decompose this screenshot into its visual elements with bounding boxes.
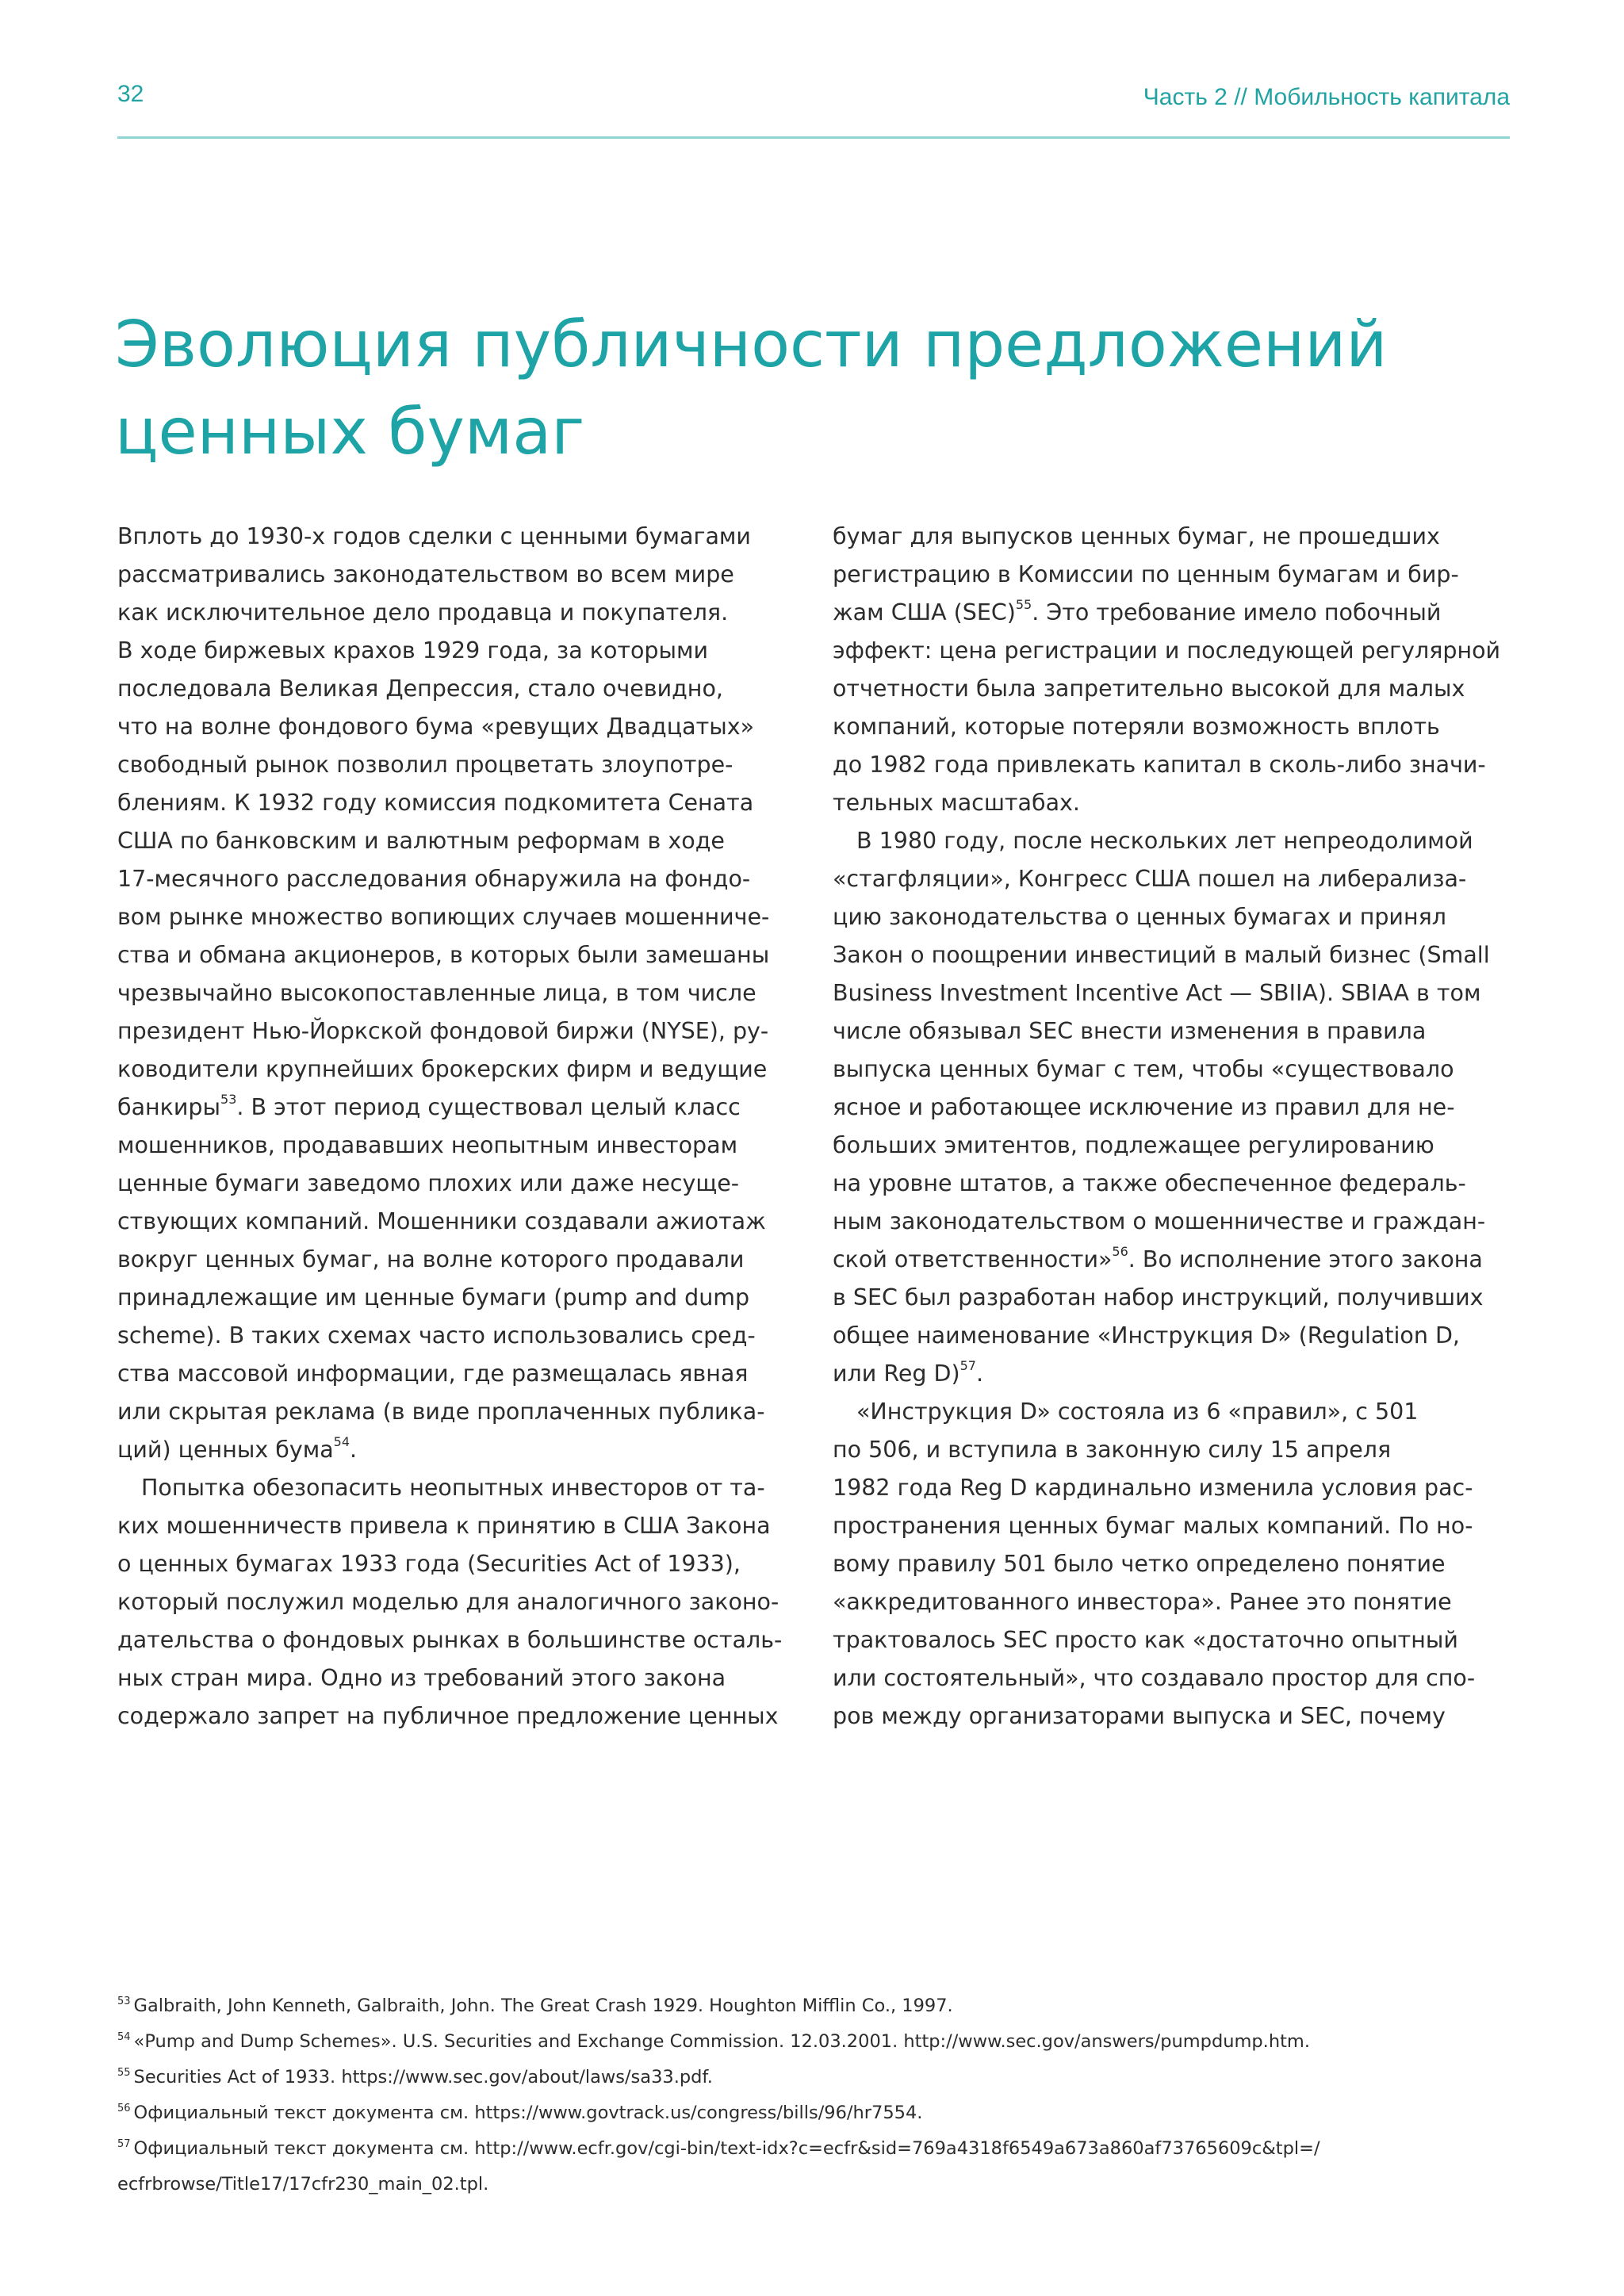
text-line: президент Нью-Йоркской фондовой биржи (NYSE), ру- bbox=[117, 1018, 769, 1044]
footnote-55 bbox=[117, 2060, 1510, 2095]
paragraph bbox=[117, 518, 795, 1469]
text-line: 1982 года Reg D кардинально изменила условия рас- bbox=[833, 1475, 1473, 1501]
text-line: компаний, которые потеряли возможность вплоть bbox=[833, 714, 1440, 740]
text-line: дательства о фондовых рынках в большинстве осталь- bbox=[117, 1627, 783, 1653]
footnote-text: Официальный текст документа см. https://www.govtrack.us/congress/bills/96/hr7554. bbox=[133, 2103, 923, 2123]
paragraph bbox=[117, 1469, 795, 1735]
text-line: числе обязывал SEC внести изменения в правила bbox=[833, 1018, 1427, 1044]
text-line: ких мошенничеств привела к принятию в США Закона bbox=[117, 1513, 771, 1539]
text-fragment: . Во исполнение этого закона bbox=[1128, 1246, 1483, 1272]
footnote-ref-56[interactable]: 56 bbox=[1112, 1244, 1128, 1259]
title-line-1: Эволюция публичности предложений bbox=[115, 308, 1388, 381]
text-line: или состоятельный», что создавало простор для спо- bbox=[833, 1665, 1476, 1691]
footnote-number: 57 bbox=[117, 2138, 131, 2150]
footnotes bbox=[117, 1988, 1510, 2202]
text-line bbox=[833, 1241, 1511, 1279]
text-line: бумаг для выпусков ценных бумаг, не прошедших bbox=[833, 523, 1440, 549]
text-line: В ходе биржевых крахов 1929 года, за которыми bbox=[117, 637, 709, 664]
text-line: до 1982 года привлекать капитал в сколь-либо значи- bbox=[833, 752, 1486, 778]
text-fragment: ской ответственности» bbox=[833, 1246, 1113, 1272]
text-line: чрезвычайно высокопоставленные лица, в том числе bbox=[117, 980, 756, 1006]
text-line: который послужил моделью для аналогичного законо- bbox=[117, 1589, 779, 1615]
footnote-text: Официальный текст документа см. http://www.ecfr.gov/cgi-bin/text-idx?c=ecfr&sid=769a4318f6549a673a860af73765609c&tpl=/ bbox=[133, 2138, 1320, 2159]
text-line: Попытка обезопасить неопытных инвесторов от та- bbox=[141, 1475, 765, 1501]
text-line bbox=[833, 594, 1511, 632]
text-fragment: . Это требование имело побочный bbox=[1032, 599, 1442, 626]
text-line: Закон о поощрении инвестиций в малый бизнес (Small bbox=[833, 942, 1490, 968]
text-fragment: . bbox=[975, 1360, 984, 1387]
text-line: выпуска ценных бумаг с тем, чтобы «существовало bbox=[833, 1056, 1454, 1082]
footnote-53 bbox=[117, 1988, 1510, 2024]
footnote-57-continued: ecfrbrowse/Title17/17cfr230_main_02.tpl. bbox=[117, 2174, 489, 2195]
footnote-ref-57[interactable]: 57 bbox=[959, 1358, 976, 1373]
text-line: трактовалось SEC просто как «достаточно опытный bbox=[833, 1627, 1458, 1653]
text-line: ства массовой информации, где размещалась явная bbox=[117, 1360, 749, 1387]
text-line: «стагфляции», Конгресс США пошел на либерализа- bbox=[833, 866, 1467, 892]
text-line: вом рынке множество вопиющих случаев мошенниче- bbox=[117, 904, 770, 930]
footnote-ref-53[interactable]: 53 bbox=[220, 1092, 237, 1107]
text-line: ясное и работающее исключение из правил для не- bbox=[833, 1094, 1455, 1120]
footnote-56 bbox=[117, 2095, 1510, 2131]
text-line: ководители крупнейших брокерских фирм и ведущие bbox=[117, 1056, 768, 1082]
text-line: В 1980 году, после нескольких лет непреодолимой bbox=[856, 828, 1473, 854]
text-line: что на волне фондового бума «ревущих Двадцатых» bbox=[117, 714, 755, 740]
footnote-text: «Pump and Dump Schemes». U.S. Securities and Exchange Commission. 12.03.2001. http://www.sec.gov/answers/pumpdump.htm. bbox=[133, 2031, 1310, 2052]
text-line: регистрацию в Комиссии по ценным бумагам и бир- bbox=[833, 561, 1459, 587]
text-fragment: ций) ценных бума bbox=[117, 1437, 334, 1463]
text-line: США по банковским и валютным реформам в ходе bbox=[117, 828, 725, 854]
text-fragment: или Reg D) bbox=[833, 1360, 960, 1387]
text-line bbox=[117, 1089, 795, 1127]
text-line: ствующих компаний. Мошенники создавали ажиотаж bbox=[117, 1208, 766, 1234]
text-line: последовала Великая Депрессия, стало очевидно, bbox=[117, 675, 723, 702]
text-line: о ценных бумагах 1933 года (Securities Act of 1933), bbox=[117, 1551, 741, 1577]
footnote-number: 55 bbox=[117, 2067, 131, 2079]
text-line: по 506, и вступила в законную силу 15 апреля bbox=[833, 1437, 1392, 1463]
footnote-54 bbox=[117, 2024, 1510, 2060]
footnote-number: 56 bbox=[117, 2103, 131, 2114]
text-line: содержало запрет на публичное предложение ценных bbox=[117, 1703, 779, 1729]
footnote-number: 53 bbox=[117, 1996, 131, 2007]
page-header bbox=[117, 76, 1510, 139]
text-line: свободный рынок позволил процветать злоупотре- bbox=[117, 752, 733, 778]
text-line: цию законодательства о ценных бумагах и принял bbox=[833, 904, 1446, 930]
text-line: ным законодательством о мошенничестве и граждан- bbox=[833, 1208, 1486, 1234]
text-line: Business Investment Incentive Act — SBIIA). SBIAA в том bbox=[833, 980, 1481, 1006]
paragraph bbox=[833, 822, 1511, 1393]
text-line: тельных масштабах. bbox=[833, 790, 1080, 816]
text-line: вому правилу 501 было четко определено понятие bbox=[833, 1551, 1446, 1577]
article-title bbox=[115, 301, 1511, 476]
text-line: scheme). В таких схемах часто использовались сред- bbox=[117, 1322, 756, 1349]
text-line: в SEC был разработан набор инструкций, получивших bbox=[833, 1284, 1484, 1311]
text-line: ных стран мира. Одно из требований этого закона bbox=[117, 1665, 726, 1691]
page-number: 32 bbox=[117, 81, 144, 107]
section-title: Часть 2 // Мобильность капитала bbox=[1143, 84, 1510, 110]
footnote-text: Securities Act of 1933. https://www.sec.gov/about/laws/sa33.pdf. bbox=[133, 2067, 713, 2087]
text-line: эффект: цена регистрации и последующей регулярной bbox=[833, 637, 1501, 664]
paragraph bbox=[833, 1393, 1511, 1735]
text-line: Вплоть до 1930-х годов сделки с ценными бумагами bbox=[117, 523, 751, 549]
text-line: больших эмитентов, подлежащее регулированию bbox=[833, 1132, 1434, 1158]
right-column bbox=[833, 518, 1511, 1735]
text-line: или скрытая реклама (в виде проплаченных публика- bbox=[117, 1399, 765, 1425]
text-line: отчетности была запретительно высокой для малых bbox=[833, 675, 1465, 702]
text-line bbox=[117, 1431, 795, 1469]
text-line: общее наименование «Инструкция D» (Regulation D, bbox=[833, 1322, 1460, 1349]
paragraph bbox=[833, 518, 1511, 822]
text-line: «Инструкция D» состояла из 6 «правил», с 501 bbox=[856, 1399, 1419, 1425]
text-line: рассматривались законодательством во всем мире bbox=[117, 561, 734, 587]
text-fragment: жам США (SEC) bbox=[833, 599, 1016, 626]
text-line: принадлежащие им ценные бумаги (pump and dump bbox=[117, 1284, 750, 1311]
title-line-2: ценных бумаг bbox=[115, 395, 585, 469]
text-line: мошенников, продававших неопытным инвесторам bbox=[117, 1132, 738, 1158]
footnote-text: Galbraith, John Kenneth, Galbraith, John. The Great Crash 1929. Houghton Mifflin Co., 1997. bbox=[133, 1996, 953, 2016]
text-fragment: . bbox=[350, 1437, 358, 1463]
text-line: ценные бумаги заведомо плохих или даже несуще- bbox=[117, 1170, 740, 1196]
text-line: ров между организаторами выпуска и SEC, почему bbox=[833, 1703, 1446, 1729]
text-line: вокруг ценных бумаг, на волне которого продавали bbox=[117, 1246, 745, 1272]
text-fragment: . В этот период существовал целый класс bbox=[236, 1094, 741, 1120]
footnote-number: 54 bbox=[117, 2031, 131, 2043]
footnote-57 bbox=[117, 2131, 1510, 2167]
text-line: как исключительное дело продавца и покупателя. bbox=[117, 599, 729, 626]
text-line bbox=[833, 1355, 1511, 1393]
text-fragment: банкиры bbox=[117, 1094, 221, 1120]
text-line: пространения ценных бумаг малых компаний. По но- bbox=[833, 1513, 1473, 1539]
text-line: 17-месячного расследования обнаружила на фондо- bbox=[117, 866, 751, 892]
footnote-ref-54[interactable]: 54 bbox=[333, 1434, 350, 1449]
text-line: ства и обмана акционеров, в которых были замешаны bbox=[117, 942, 770, 968]
text-line: блениям. К 1932 году комиссия подкомитета Сената bbox=[117, 790, 754, 816]
footnote-ref-55[interactable]: 55 bbox=[1015, 597, 1032, 612]
left-column bbox=[117, 518, 795, 1735]
text-line: «аккредитованного инвестора». Ранее это понятие bbox=[833, 1589, 1452, 1615]
text-line: на уровне штатов, а также обеспеченное федераль- bbox=[833, 1170, 1466, 1196]
